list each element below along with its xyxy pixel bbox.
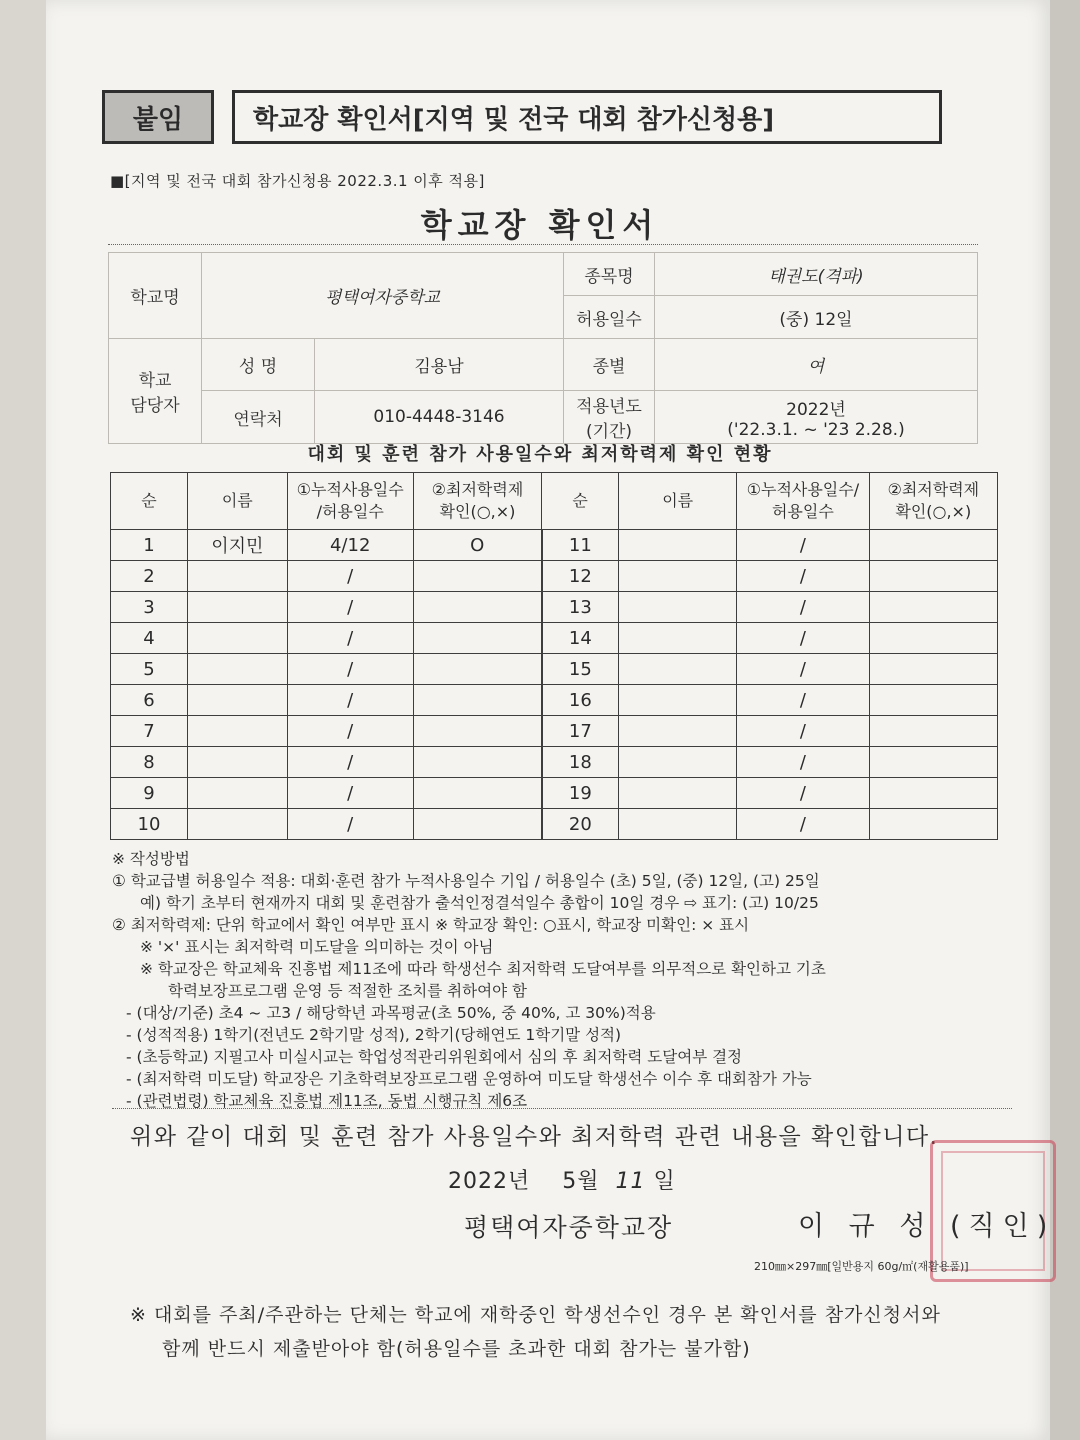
cell-chk-r [869, 623, 997, 654]
section-title: 대회 및 훈련 참가 사용일수와 최저학력제 확인 현황 [307, 444, 773, 465]
cell-chk-r [869, 530, 997, 561]
cell-days-l: / [287, 654, 413, 685]
cell-name-r [619, 654, 737, 685]
cell-name-r [619, 530, 737, 561]
header-title: 학교장 확인서[지역 및 전국 대회 참가신청용] [232, 90, 942, 144]
cell-days-l: / [287, 561, 413, 592]
col-name-right: 이름 [619, 473, 737, 530]
note-law: - (관련법령) 학교체육 진흥법 제11조, 동법 시행규칙 제6조 [126, 1092, 528, 1110]
cell-chk-r [869, 592, 997, 623]
note-below-min: - (최저학력 미도달) 학교장은 기초학력보장프로그램 운영하여 미도달 학생선수 이수 후 대회참가 가능 [126, 1070, 812, 1088]
cell-no-r: 14 [542, 623, 619, 654]
cell-name-r [619, 809, 737, 840]
note-2-a: ※ '×' 표시는 최저학력 미도달을 의미하는 것이 아님 [140, 938, 494, 956]
cell-chk-l: O [413, 530, 541, 561]
cell-name-r [619, 623, 737, 654]
note-heading: ※ 작성방법 [112, 850, 190, 868]
instructions [112, 848, 1012, 1112]
cell-days-r: / [737, 747, 869, 778]
cell-name-l [187, 654, 287, 685]
table-row [111, 716, 998, 747]
cell-no-l: 8 [111, 747, 188, 778]
table-row [111, 778, 998, 809]
cell-days-l: / [287, 685, 413, 716]
cell-chk-l [413, 747, 541, 778]
cell-chk-r [869, 716, 997, 747]
principal-name: 이 규 성 (직인) [798, 1211, 1056, 1242]
col-check-right: ②최저학력제 확인(○,×) [869, 473, 997, 530]
col-days-right: ①누적사용일수/ 허용일수 [737, 473, 869, 530]
cell-no-r: 12 [542, 561, 619, 592]
cell-no-l: 2 [111, 561, 188, 592]
cell-chk-r [869, 778, 997, 809]
col-no-right: 순 [542, 473, 619, 530]
cell-name-l [187, 592, 287, 623]
cell-name-r [619, 685, 737, 716]
note-2-b-cont: 학력보장프로그램 운영 등 적절한 조치를 취하여야 함 [168, 982, 527, 1000]
cell-days-l: / [287, 592, 413, 623]
year-value: 2022년 ('22.3.1. ~ '23 2.28.) [655, 391, 978, 444]
cell-days-l: / [287, 809, 413, 840]
table-row [111, 530, 998, 561]
cell-chk-r [869, 561, 997, 592]
col-no: 순 [111, 473, 188, 530]
footer-note: ※ 대회를 주최/주관하는 단체는 학교에 재학중인 학생선수인 경우 본 확인서를 참가신청서와 함께 반드시 제출받아야 함(허용일수를 초과한 대회 참가는 불가함) [130, 1304, 941, 1360]
cell-name-r [619, 778, 737, 809]
cell-chk-l [413, 654, 541, 685]
note-2: ② 최저학력제: 단위 학교에서 확인 여부만 표시 ※ 학교장 확인: ○표시, 학교장 미확인: × 표시 [112, 916, 750, 934]
cell-days-r: / [737, 716, 869, 747]
contact-label: 연락처 [202, 391, 315, 444]
cell-no-r: 18 [542, 747, 619, 778]
cell-no-r: 16 [542, 685, 619, 716]
cell-name-l [187, 747, 287, 778]
cell-days-r: / [737, 654, 869, 685]
cell-chk-l [413, 561, 541, 592]
cell-days-r: / [737, 561, 869, 592]
cell-name-l [187, 778, 287, 809]
cell-name-l [187, 561, 287, 592]
table-row [111, 809, 998, 840]
cell-chk-l [413, 592, 541, 623]
cell-days-r: / [737, 778, 869, 809]
note-2-b: ※ 학교장은 학교체육 진흥법 제11조에 따라 학생선수 최저학력 도달여부를 의무적으로 확인하고 기초 [140, 960, 826, 978]
cell-name-r [619, 592, 737, 623]
cell-days-l: / [287, 623, 413, 654]
cell-days-r: / [737, 685, 869, 716]
cell-no-r: 20 [542, 809, 619, 840]
cell-days-r: / [737, 592, 869, 623]
table-row [111, 561, 998, 592]
divider [112, 1108, 1012, 1109]
cell-name-l [187, 685, 287, 716]
school-value: 평택여자중학교 [202, 253, 564, 339]
cell-no-l: 3 [111, 592, 188, 623]
note-target: - (대상/기준) 초4 ~ 고3 / 해당학년 과목평균(초 50%, 중 40%, 고 30%)적용 [126, 1004, 656, 1022]
cell-days-l: 4/12 [287, 530, 413, 561]
cell-days-r: / [737, 623, 869, 654]
cell-no-r: 11 [542, 530, 619, 561]
sign-date: 2022년 5월 11 일 [448, 1169, 676, 1194]
info-table [108, 252, 978, 444]
cell-no-l: 7 [111, 716, 188, 747]
note-grades: - (성적적용) 1학기(전년도 2학기말 성적), 2학기(당해연도 1학기말 성적) [126, 1026, 622, 1044]
cell-days-l: / [287, 747, 413, 778]
cell-name-r [619, 747, 737, 778]
table-row [111, 654, 998, 685]
cell-no-l: 10 [111, 809, 188, 840]
participation-table [110, 472, 998, 840]
cell-no-l: 1 [111, 530, 188, 561]
event-label: 종목명 [564, 253, 655, 296]
table-row [111, 592, 998, 623]
table-row [111, 623, 998, 654]
cell-no-r: 13 [542, 592, 619, 623]
table-row [111, 685, 998, 716]
col-days: ①누적사용일수 /허용일수 [287, 473, 413, 530]
cell-chk-r [869, 685, 997, 716]
confirm-statement: 위와 같이 대회 및 훈련 참가 사용일수와 최저학력 관련 내용을 확인합니다. [130, 1124, 939, 1150]
note-1: ① 학교급별 허용일수 적용: 대회·훈련 참가 누적사용일수 기입 / 허용일수 (초) 5일, (중) 12일, (고) 25일 [112, 872, 820, 890]
cell-no-l: 6 [111, 685, 188, 716]
name-label: 성 명 [202, 339, 315, 391]
cell-no-l: 4 [111, 623, 188, 654]
cell-name-l [187, 809, 287, 840]
cell-days-r: / [737, 530, 869, 561]
col-check: ②최저학력제 확인(○,×) [413, 473, 541, 530]
year-label: 적용년도 (기간) [564, 391, 655, 444]
cell-chk-l [413, 778, 541, 809]
cell-no-l: 9 [111, 778, 188, 809]
event-value: 태권도(격파) [655, 253, 978, 296]
allowed-label: 허용일수 [564, 296, 655, 339]
cell-no-r: 17 [542, 716, 619, 747]
signer-school: 평택여자중학교장 [464, 1213, 674, 1242]
cell-name-l [187, 716, 287, 747]
document-title: 학교장 확인서 [420, 206, 660, 244]
form-subtitle: ■[지역 및 전국 대회 참가신청용 2022.3.1 이후 적용] [110, 172, 485, 190]
cell-name-r [619, 561, 737, 592]
cell-name-l [187, 623, 287, 654]
divider [108, 244, 978, 245]
cell-name-r [619, 716, 737, 747]
cell-chk-r [869, 809, 997, 840]
paper-spec: 210㎜×297㎜[일반용지 60g/㎡(재활용품)] [754, 1260, 969, 1273]
cell-days-l: / [287, 716, 413, 747]
cell-chk-l [413, 623, 541, 654]
contact-value: 010-4448-3146 [315, 391, 564, 444]
cell-chk-r [869, 747, 997, 778]
cell-chk-l [413, 685, 541, 716]
name-value: 김용남 [315, 339, 564, 391]
cell-no-r: 19 [542, 778, 619, 809]
cell-no-r: 15 [542, 654, 619, 685]
school-label: 학교명 [109, 253, 202, 339]
gender-label: 종별 [564, 339, 655, 391]
allowed-value: (중) 12일 [655, 296, 978, 339]
cell-chk-l [413, 716, 541, 747]
col-name: 이름 [187, 473, 287, 530]
cell-chk-l [413, 809, 541, 840]
manager-label: 학교 담당자 [109, 339, 202, 444]
cell-chk-r [869, 654, 997, 685]
cell-days-r: / [737, 809, 869, 840]
cell-no-l: 5 [111, 654, 188, 685]
cell-name-l: 이지민 [187, 530, 287, 561]
cell-days-l: / [287, 778, 413, 809]
gender-value: 여 [655, 339, 978, 391]
note-1-example: 예) 학기 초부터 현재까지 대회 및 훈련참가 출석인정결석일수 총합이 10일 경우 ⇨ 표기: (고) 10/25 [140, 894, 819, 912]
attachment-tag: 붙임 [102, 90, 214, 144]
table-row [111, 747, 998, 778]
note-elementary: - (초등학교) 지필고사 미실시교는 학업성적관리위원회에서 심의 후 최저학력 도달여부 결정 [126, 1048, 743, 1066]
